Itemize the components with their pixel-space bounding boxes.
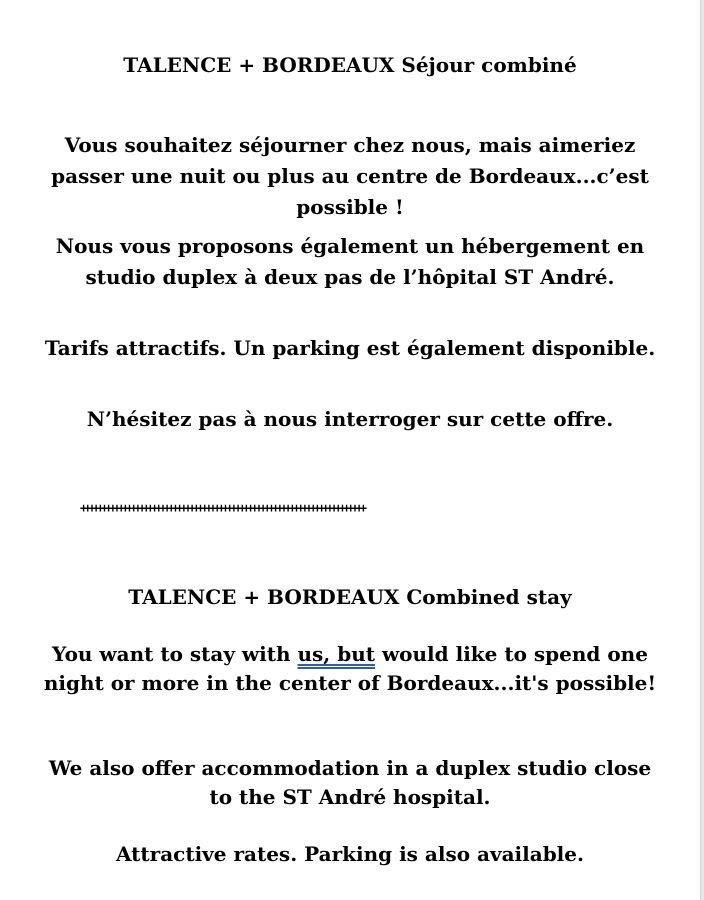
french-title: TALENCE + BORDEAUX Séjour combiné — [123, 53, 577, 77]
page-edge — [700, 0, 704, 900]
english-paragraph-1-end: would like to spend one night or more in the center of Bordeaux...it's possible! — [43, 642, 657, 695]
english-paragraph-1-start: You want to stay with — [52, 642, 298, 666]
french-paragraph-3: Tarifs attractifs. Un parking est également disponible. — [44, 336, 656, 360]
spellcheck-marked-text: us, but — [297, 642, 375, 666]
english-paragraph-3: Attractive rates. Parking is also available. — [116, 842, 584, 866]
english-paragraph-2: We also offer accommodation in a duplex studio close to the ST André hospital. — [48, 756, 652, 809]
english-paragraph-1 — [40, 640, 660, 698]
french-paragraph-1: Vous souhaitez séjourner chez nous, mais aimeriez passer une nuit ou plus au centre de Bordeaux...c’est possible ! — [51, 133, 649, 219]
french-paragraph-2: Nous vous proposons également un hébergement en studio duplex à deux pas de l’hôpital ST André. — [55, 234, 645, 289]
english-title: TALENCE + BORDEAUX Combined stay — [128, 585, 572, 609]
separator-line: ++++++++++++++++++++++++++++++++++++++++++++++++++++++++++++++++++++ — [80, 501, 364, 515]
french-paragraph-4: N’hésitez pas à nous interroger sur cette offre. — [86, 407, 614, 431]
